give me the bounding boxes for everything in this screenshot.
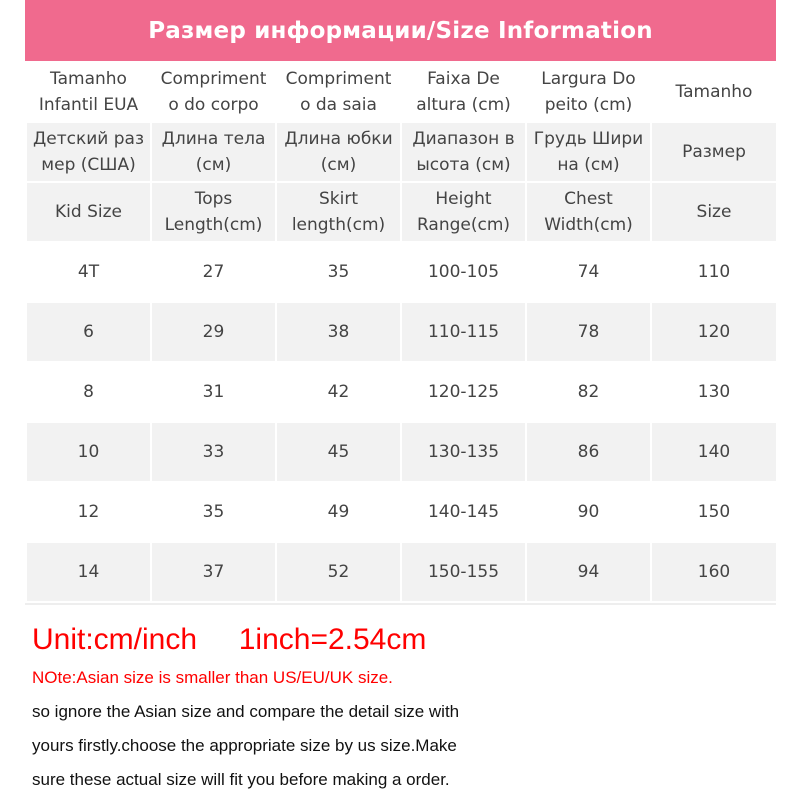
table-row <box>27 243 776 301</box>
size-notes <box>32 620 772 792</box>
size-table <box>25 61 778 603</box>
table-divider <box>25 603 776 605</box>
header-cell: Chest Width(cm) <box>527 183 650 241</box>
header-cell: Kid Size <box>27 183 150 241</box>
table-row <box>27 423 776 481</box>
header-cell: Tamanho Infantil EUA <box>27 63 150 121</box>
header-cell: Диапазон в ысота (см) <box>402 123 525 181</box>
table-cell: 130 <box>652 363 776 421</box>
table-cell: 10 <box>27 423 150 481</box>
header-cell: Skirt length(cm) <box>277 183 400 241</box>
unit-conversion: Unit:cm/inch 1inch=2.54cm <box>32 623 427 656</box>
header-cell: Tops Length(cm) <box>152 183 275 241</box>
table-cell: 42 <box>277 363 400 421</box>
table-cell: 35 <box>152 483 275 541</box>
header-cell: Largura Do peito (cm) <box>527 63 650 121</box>
asian-size-note: NOte:Asian size is smaller than US/EU/UK size. <box>32 668 393 687</box>
table-cell: 45 <box>277 423 400 481</box>
table-row <box>27 303 776 361</box>
header-row-english <box>27 183 776 241</box>
size-chart-title: Размер информации/Size Information <box>25 0 776 61</box>
table-cell: 37 <box>152 543 275 601</box>
table-cell: 74 <box>527 243 650 301</box>
header-row-portuguese <box>27 63 776 121</box>
table-cell: 35 <box>277 243 400 301</box>
instruction-line: sure these actual size will fit you before making a order. <box>32 770 450 789</box>
table-row <box>27 543 776 601</box>
table-cell: 86 <box>527 423 650 481</box>
table-row <box>27 363 776 421</box>
table-cell: 38 <box>277 303 400 361</box>
header-cell: Грудь Шири на (см) <box>527 123 650 181</box>
table-cell: 140 <box>652 423 776 481</box>
table-cell: 120-125 <box>402 363 525 421</box>
table-cell: 150-155 <box>402 543 525 601</box>
table-cell: 130-135 <box>402 423 525 481</box>
table-cell: 8 <box>27 363 150 421</box>
header-cell: Длина юбки (см) <box>277 123 400 181</box>
header-cell: Size <box>652 183 776 241</box>
table-cell: 27 <box>152 243 275 301</box>
size-chart <box>25 0 776 605</box>
table-cell: 100-105 <box>402 243 525 301</box>
table-cell: 94 <box>527 543 650 601</box>
header-cell: Длина тела (см) <box>152 123 275 181</box>
header-cell: Height Range(cm) <box>402 183 525 241</box>
table-cell: 4T <box>27 243 150 301</box>
table-cell: 52 <box>277 543 400 601</box>
table-cell: 90 <box>527 483 650 541</box>
table-cell: 49 <box>277 483 400 541</box>
table-cell: 78 <box>527 303 650 361</box>
table-cell: 160 <box>652 543 776 601</box>
table-cell: 150 <box>652 483 776 541</box>
instruction-line: so ignore the Asian size and compare the detail size with <box>32 702 460 721</box>
table-cell: 29 <box>152 303 275 361</box>
table-cell: 33 <box>152 423 275 481</box>
header-row-russian <box>27 123 776 181</box>
table-cell: 110 <box>652 243 776 301</box>
table-cell: 140-145 <box>402 483 525 541</box>
table-cell: 12 <box>27 483 150 541</box>
table-cell: 6 <box>27 303 150 361</box>
header-cell: Compriment o do corpo <box>152 63 275 121</box>
header-cell: Faixa De altura (cm) <box>402 63 525 121</box>
instruction-line: yours firstly.choose the appropriate size by us size.Make <box>32 736 457 755</box>
table-cell: 82 <box>527 363 650 421</box>
header-cell: Размер <box>652 123 776 181</box>
header-cell: Tamanho <box>652 63 776 121</box>
table-cell: 14 <box>27 543 150 601</box>
table-row <box>27 483 776 541</box>
table-cell: 120 <box>652 303 776 361</box>
table-cell: 31 <box>152 363 275 421</box>
table-cell: 110-115 <box>402 303 525 361</box>
header-cell: Детский раз мер (США) <box>27 123 150 181</box>
header-cell: Compriment o da saia <box>277 63 400 121</box>
